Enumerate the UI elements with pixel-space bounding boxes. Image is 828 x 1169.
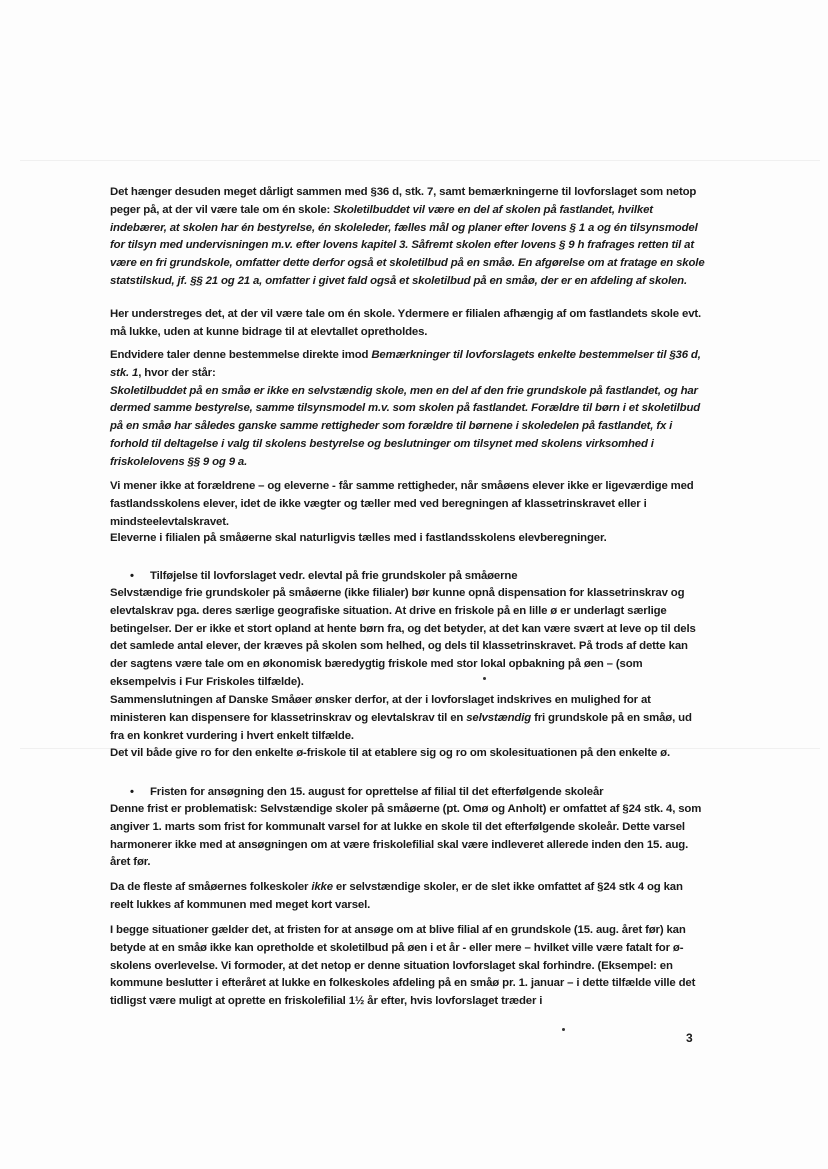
paragraph-6: Selvstændige frie grundskoler på småøerne (ikke filialer) bør kunne opnå dispensation for klassetrinskrav og elevtalskrav pga. deres særlige geografiske situation. At drive en friskole på en lille ø er underlagt særlige betingelser. Der er ikke et stort opland at hente børn fra, og det betyder, at det kan være svært at leve op til dels det samlede antal elever, der kræves på skolen som helhed, og dels til klassetrinskravet. På trods af dette kan der sagtens være tale om en økonomisk bæredygtig friskole med stor lokal opbakning på øen – (som eksempelvis i Fur Friskoles tilfælde).	[110, 587, 696, 688]
paragraph-10: Da de fleste af småøernes folkeskoler ikke er selvstændige skoler, er de slet ikke omfattet af §24 stk 4 og kan reelt lukkes af kommunen med meget kort varsel.	[110, 881, 683, 911]
paragraph-5: Eleverne i filialen på småøerne skal naturligvis tælles med i fastlandsskolens elevberegninger.	[110, 532, 607, 544]
paragraph-4: Vi mener ikke at forældrene – og eleverne - får samme rettigheder, når småøens elever ikke er ligeværdige med fastlandsskolens elever, idet de ikke vægter og tæller med ved beregningen af klassetrinskravet eller i mindsteelevtalskravet.	[110, 480, 694, 528]
paragraph-3: Endvidere taler denne bestemmelse direkte imod Bemærkninger til lovforslagets enkelte bestemmelser til §36 d, stk. 1, hvor der står: Skoletilbuddet på en småø er ikke en selvstændig skole, men en del af den frie grundskole på fastlandet, og har dermed samme bestyrelse, samme tilsynsmodel m.v. som skolen på fastlandet. Forældre til børn i et skoletilbud på en småø har således ganske samme rettigheder som forældre til børnene i skoledelen på fastlandet, fx i forhold til deltagelse i valg til skolens bestyrelse og beslutninger om tilsynet med skolens virksomhed i friskolelovens §§ 9 og 9 a.	[110, 349, 701, 468]
paragraph-9: Denne frist er problematisk: Selvstændige skoler på småøerne (pt. Omø og Anholt) er omfattet af §24 stk. 4, som angiver 1. marts som frist for kommunalt varsel for at lukke en skole til det efterfølgende skoleår. Dette varsel harmonerer ikke med at ansøgningen om at være friskolefilial skal være indleveret allerede inden den 15. aug. året før.	[110, 803, 702, 869]
paragraph-7: Sammenslutningen af Danske Småøer ønsker derfor, at der i lovforslaget indskrives en mulighed for at ministeren kan dispensere for klassetrinskrav og elevtalskrav til en selvstændig fri grundskole på en småø, ud fra en konkret vurdering i hvert enkelt tilfælde.	[110, 694, 692, 742]
scan-speck	[483, 677, 486, 680]
document-page: Det hænger desuden meget dårligt sammen med §36 d, stk. 7, samt bemærkningerne til lovforslaget som netop peger på, at der vil være tale om én skole: Skoletilbuddet vil være en del af skolen på fastlandet, hvilket indebærer, at skolen har én bestyrelse, én skoleleder, fælles mål og planer efter lovens § 1 a og én tilsynsmodel for tilsyn med undervisningen m.v. efter lovens kapitel 3. Såfremt skolen efter lovens § 9 h frafrages retten til at være en fri grundskole, omfatter dette derfor også et skoletilbud på en småø. En afgørelse om at fratage en skole statstilskud, jf. §§ 21 og 21 a, omfatter i givet fald også et skoletilbud på en småø, der er en afdeling af skolen. Her understreges det, at der vil være tale om én skole. Ydermere er filialen afhængig af om fastlandets skole evt. må lukke, uden at kunne bidrage til at elevtallet opretholdes. Endvidere taler denne bestemmelse direkte imod Bemærkninger til lovforslagets enkelte bestemmelser til §36 d, stk. 1, hvor der står: Skoletilbuddet på en småø er ikke en selvstændig skole, men en del af den frie grundskole på fastlandet, og har dermed samme bestyrelse, samme tilsynsmodel m.v. som skolen på fastlandet. Forældre til børn i et skoletilbud på en småø har således ganske samme rettigheder som forældre til børnene i skoledelen på fastlandet, fx i forhold til deltagelse i valg til skolens bestyrelse og beslutninger om tilsynet med skolens virksomhed i friskolelovens §§ 9 og 9 a. Vi mener ikke at forældrene – og eleverne - får samme rettigheder, når småøens elever ikke er ligeværdige med fastlandsskolens elever, idet de ikke vægter og tæller med ved beregningen af klassetrinskravet eller i mindsteelevtalskravet. Eleverne i filialen på småøerne skal naturligvis tælles med i fastlandsskolens elevberegninger. • Tilføjelse til lovforslaget vedr. elevtal på frie grundskoler på småøerne Selvstændige frie grundskoler på småøerne (ikke filialer) bør kunne opnå dispensation for klassetrinskrav og elevtalskrav pga. deres særlige geografiske situation. At drive en friskole på en lille ø er underlagt særlige betingelser. Der er ikke et stort opland at hente børn fra, og det betyder, at det kan være svært at leve op til dels det samlede antal elever, der kræves på skolen som helhed, og dels til klassetrinskravet. På trods af dette kan der sagtens være tale om en økonomisk bæredygtig friskole med stor lokal opbakning på øen – (som eksempelvis i Fur Friskoles tilfælde). Sammenslutningen af Danske Småøer ønsker derfor, at der i lovforslaget indskrives en mulighed for at ministeren kan dispensere for klassetrinskrav og elevtalskrav til en selvstændig fri grundskole på en småø, ud fra en konkret vurdering i hvert enkelt tilfælde. Det vil både give ro for den enkelte ø-friskole til at etablere sig og ro om skolesituationen på den enkelte ø. • Fristen for ansøgning den 15. august for oprettelse af filial til det efterfølgende skoleår Denne frist er problematisk: Selvstændige skoler på småøerne (pt. Omø og Anholt) er omfattet af §24 stk. 4, som angiver 1. marts som frist for kommunalt varsel for at lukke en skole til det efterfølgende skoleår. Dette varsel harmonerer ikke med at ansøgningen om at være friskolefilial skal være indleveret allerede inden den 15. aug. året før. Da de fleste af småøernes folkeskoler ikke er selvstændige skoler, er de slet ikke omfattet af §24 stk 4 og kan reelt lukkes af kommunen med meget kort varsel. I begge situationer gælder det, at fristen for at ansøge om at blive filial af en grundskole (15. aug. året før) kan betyde at en småø ikke kan opretholde et skoletilbud på øen i et år - eller mere – hvilket ville være fatalt for ø-skolens overlevelse. Vi formoder, at det netop er denne situation lovforslaget skal forhindre. (Eksempel: en kommune beslutter i efteråret at lukke en folkeskoles afdeling på en småø pr. 1. januar – i dette tilfælde ville det tidligst være muligt at oprette en friskolefilial 1½ år efter, hvis lovforslaget træder i 3	[0, 0, 828, 1169]
paragraph-11: I begge situationer gælder det, at fristen for at ansøge om at blive filial af en grundskole (15. aug. året før) kan betyde at en småø ikke kan opretholde et skoletilbud på øen i et år - eller mere – hvilket ville være fatalt for ø-skolens overlevelse. Vi formoder, at det netop er denne situation lovforslaget skal forhindre. (Eksempel: en kommune beslutter i efteråret at lukke en folkeskoles afdeling på en småø pr. 1. januar – i dette tilfælde ville det tidligst være muligt at oprette en friskolefilial 1½ år efter, hvis lovforslaget træder i	[110, 924, 696, 1008]
bullet-icon: •	[130, 570, 134, 582]
paragraph-1: Det hænger desuden meget dårligt sammen med §36 d, stk. 7, samt bemærkningerne til lovforslaget som netop peger på, at der vil være tale om én skole: Skoletilbuddet vil være en del af skolen på fastlandet, hvilket indebærer, at skolen har én bestyrelse, én skoleleder, fælles mål og planer efter lovens § 1 a og én tilsynsmodel for tilsyn med undervisningen m.v. efter lovens kapitel 3. Såfremt skolen efter lovens § 9 h frafrages retten til at være en fri grundskole, omfatter dette derfor også et skoletilbud på en småø. En afgørelse om at fratage en skole statstilskud, jf. §§ 21 og 21 a, omfatter i givet fald også et skoletilbud på en småø, der er en afdeling af skolen.	[110, 186, 705, 287]
scan-speck	[562, 1028, 565, 1031]
bullet-icon: •	[130, 786, 134, 798]
scan-artifact	[20, 160, 820, 161]
paragraph-8: Det vil både give ro for den enkelte ø-friskole til at etablere sig og ro om skolesituationen på den enkelte ø.	[110, 747, 670, 759]
page-number: 3	[686, 1031, 693, 1045]
paragraph-2: Her understreges det, at der vil være tale om én skole. Ydermere er filialen afhængig af om fastlandets skole evt. må lukke, uden at kunne bidrage til at elevtallet opretholdes.	[110, 308, 702, 338]
